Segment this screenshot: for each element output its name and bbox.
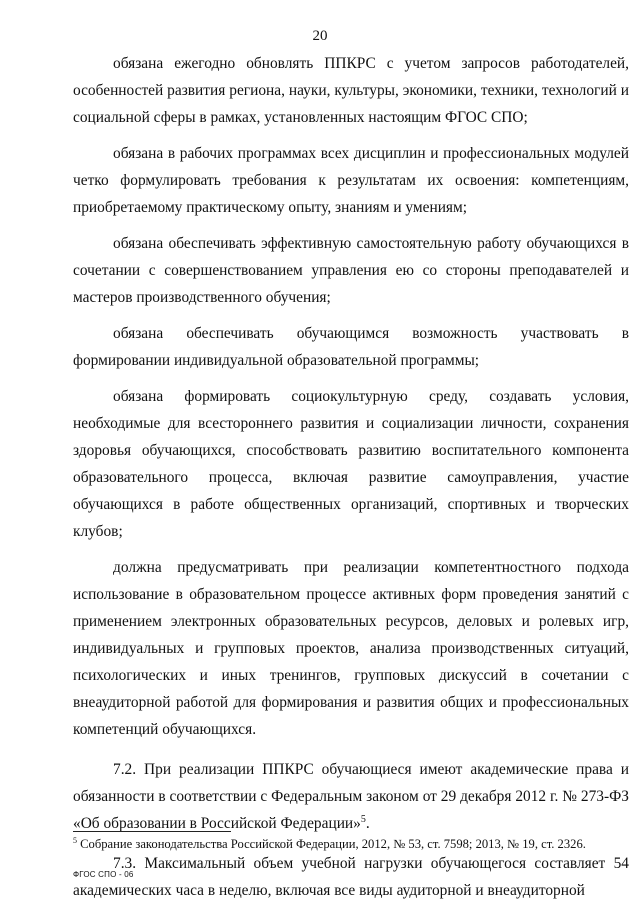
footnote-reference: 5 xyxy=(360,813,366,825)
paragraph-individual-program: обязана обеспечивать обучающимся возможность участвовать в формировании индивидуальной образовательной программы; xyxy=(73,325,629,369)
section-7-2-tail: . xyxy=(365,815,370,832)
footnote-text: Собрание законодательства Российской Федерации, 2012, № 53, ст. 7598; 2013, № 19, ст. 2326. xyxy=(77,837,586,851)
paragraph-independent-work: обязана обеспечивать эффективную самостоятельную работу обучающихся в сочетании с совершенствованием управления ею со стороны преподавателей и мастеров производственного обучения; xyxy=(73,235,629,306)
footnote xyxy=(73,836,633,852)
paragraph-active-forms: должна предусматривать при реализации компетентностного подхода использование в образовательном процессе активных форм проведения занятий с применением электронных образовательных ресурсов, деловых и ролевых игр, индивидуальных и групповых проектов, анализа производственных ситуаций, психологических и иных тренингов, групповых дискуссий в сочетании с внеаудиторной работой для формирования и развития общих и профессиональных компетенций обучающихся. xyxy=(73,559,629,738)
section-7-2-text: 7.2. При реализации ППКРС обучающиеся имеют академические права и обязанности в соответствии с Федеральным законом от 29 декабря 2012 г. № 273-ФЗ «Об образовании в Российской Федерации» xyxy=(73,761,629,832)
document-code: ФГОС СПО - 06 xyxy=(73,870,134,879)
footnote-separator xyxy=(73,831,231,832)
section-7-2 xyxy=(73,756,629,837)
paragraph-work-programs: обязана в рабочих программах всех дисциплин и профессиональных модулей четко формулировать требования к результатам их освоения: компетенциям, приобретаемому практическому опыту, знаниям и умениям; xyxy=(73,145,629,216)
body-text xyxy=(73,50,629,904)
footnote-marker: 5 xyxy=(73,835,77,845)
paragraph-sociocultural-environment: обязана формировать социокультурную среду, создавать условия, необходимые для всестороннего развития и социализации личности, сохранения здоровья обучающихся, способствовать развитию воспитательного компонента образовательного процесса, включая развитие самоуправления, участие обучающихся в работе общественных организаций, спортивных и творческих клубов; xyxy=(73,388,629,540)
paragraph-update-ppkrs: обязана ежегодно обновлять ППКРС с учетом запросов работодателей, особенностей развития региона, науки, культуры, экономики, техники, технологий и социальной сферы в рамках, установленных настоящим ФГОС СПО; xyxy=(73,55,629,126)
page-number: 20 xyxy=(312,28,328,44)
section-7-3: 7.3. Максимальный объем учебной нагрузки обучающегося составляет 54 академических часа в неделю, включая все виды аудиторной и внеаудиторной xyxy=(73,855,629,899)
